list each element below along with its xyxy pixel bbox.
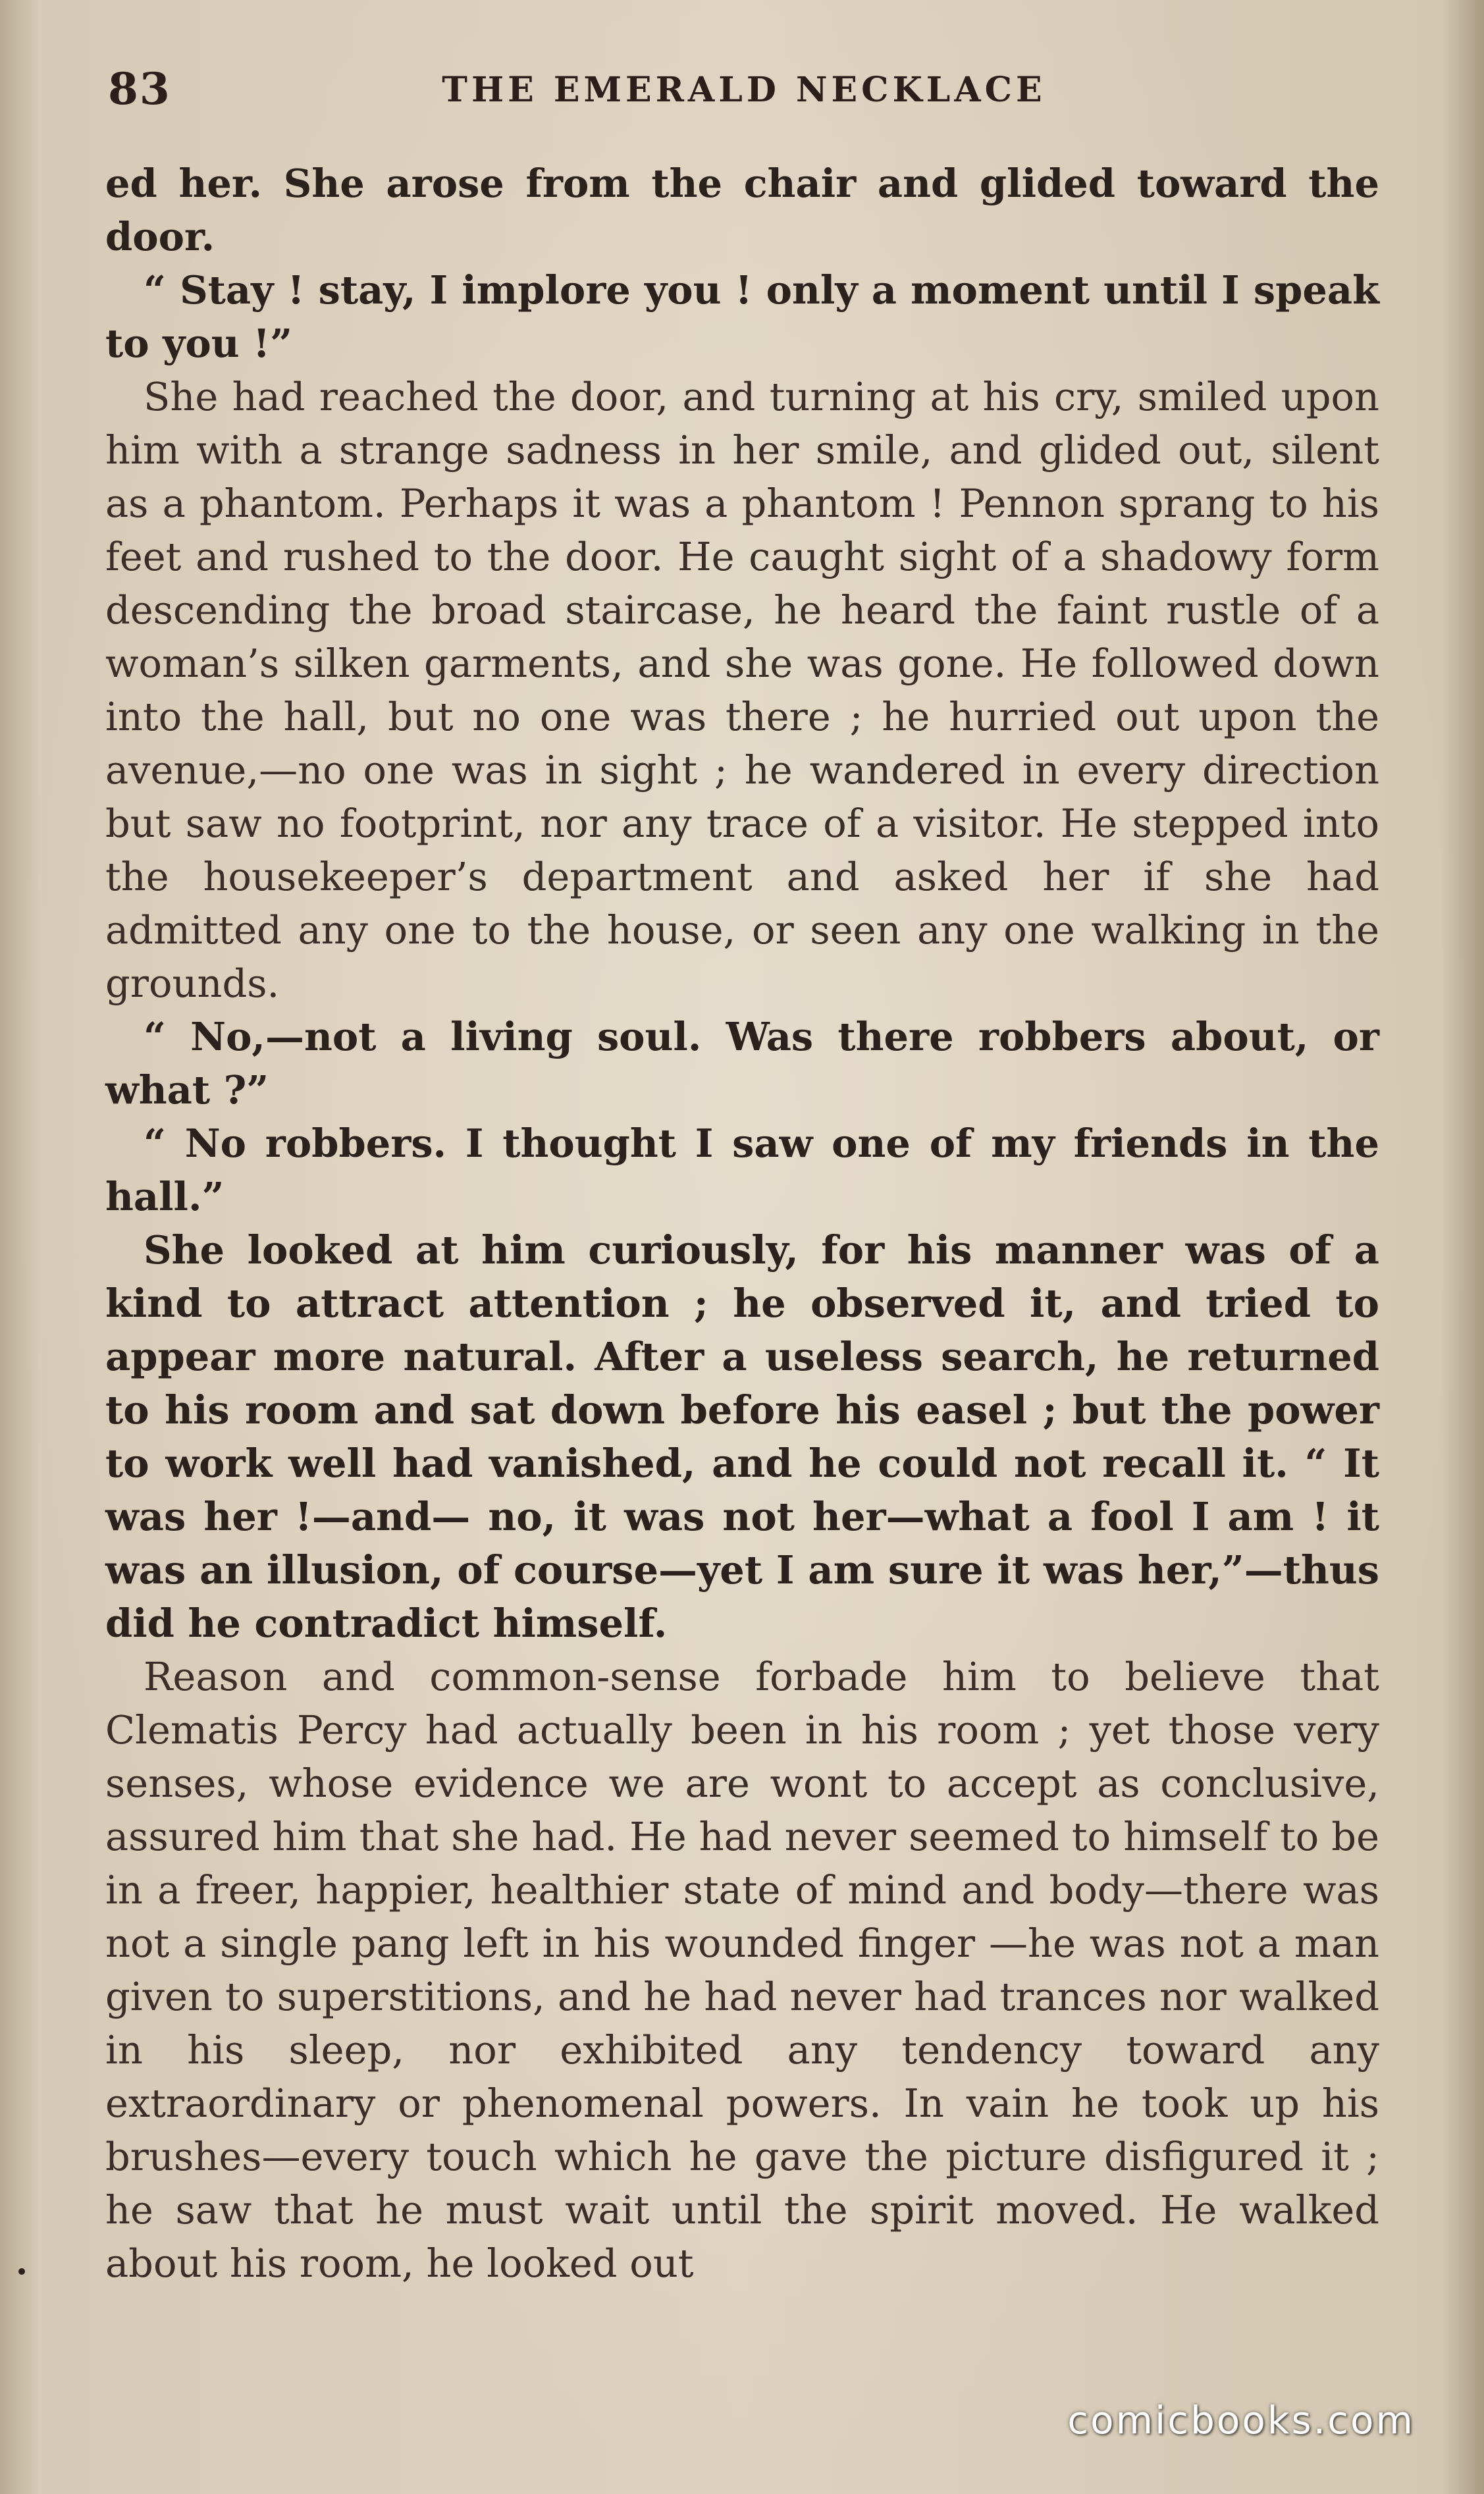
paragraph-4: “ No,—not a living soul. Was there robbers about, or what ?” [105, 1014, 1379, 1113]
paragraph-3: She had reached the door, and turning at his cry, smiled upon him with a strange sadness in her smile, and glided out, silent as a phantom. Perhaps it was a phantom ! Pennon sprang to his feet and rushed to the door. He caught sight of a shadowy form descending the broad staircase, he heard the faint rustle of a woman’s silken garments, and she was gone. He followed down into the hall, but no one was there ; he hurried out upon the avenue,—no one was in sight ; he wandered in every direction but saw no footprint, nor any trace of a visitor. He stepped into the housekeeper’s department and asked her if she had admitted any one to the house, or seen any one walking in the grounds. [105, 374, 1379, 1006]
running-title: THE EMERALD NECKLACE [442, 70, 1046, 110]
paragraph-2: “ Stay ! stay, I implore you ! only a moment until I speak to you !” [105, 267, 1379, 366]
paragraph-1: ed her. She arose from the chair and glided toward the door. [105, 161, 1379, 259]
site-watermark: comicbooks.com [1067, 2398, 1415, 2443]
body-text [105, 157, 1379, 2290]
margin-mark [18, 2268, 25, 2275]
page-header [99, 63, 1389, 122]
paragraph-5: “ No robbers. I thought I saw one of my friends in the hall.” [105, 1121, 1379, 1219]
paragraph-6: She looked at him curiously, for his manner was of a kind to attract attention ; he observed it, and tried to appear more natural. After a useless search, he returned to his room and sat down before his easel ; but the power to work well had vanished, and he could not recall it. “ It was her !—and— no, it was not her—what a fool I am ! it was an illusion, of course—yet I am sure it was her,”—thus did he contradict himself. [105, 1227, 1379, 1646]
paragraph-7: Reason and common-sense forbade him to believe that Clematis Percy had actually been in his room ; yet those very senses, whose evidence we are wont to accept as conclusive, assured him that she had. He had never seemed to himself to be in a freer, happier, healthier state of mind and body—there was not a single pang left in his wounded finger —he was not a man given to superstitions, and he had never had trances nor walked in his sleep, nor exhibited any tendency toward any extraordinary or phenomenal powers. In vain he took up his brushes—every touch which he gave the picture disfigured it ; he saw that he must wait until the spirit moved. He walked about his room, he looked out [105, 1654, 1379, 2286]
page-number: 83 [108, 63, 171, 115]
